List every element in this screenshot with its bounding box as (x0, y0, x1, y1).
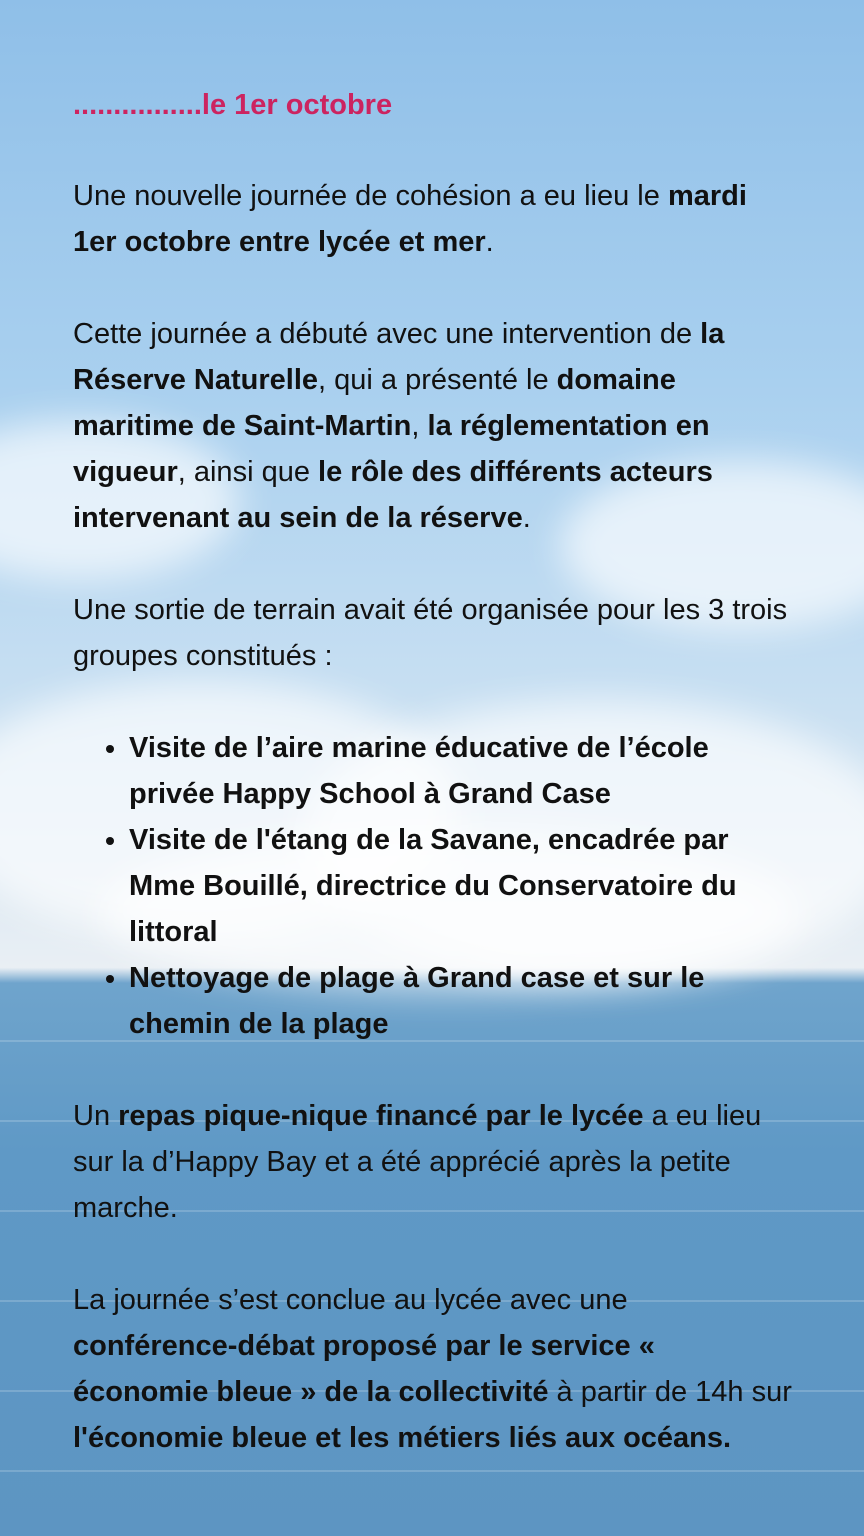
list-item: • Visite de l’aire marine éducative de l’école privée Happy School à Grand Case (129, 725, 793, 817)
paragraph-repas (73, 1093, 793, 1231)
text: . (485, 226, 494, 258)
bold-text: la Réserve Naturelle (73, 318, 725, 396)
text: , ainsi que (177, 456, 319, 488)
bold-text: repas pique-nique financé par le lycée (118, 1100, 644, 1132)
bold-text: mardi 1er octobre entre lycée et mer (73, 180, 747, 258)
list-item: • Nettoyage de plage à Grand case et sur le chemin de la plage (129, 955, 793, 1047)
text: Cette journée a débuté avec une intervention de (73, 318, 701, 350)
text: . (522, 502, 531, 534)
text: Un (73, 1100, 119, 1132)
paragraph-reserve (73, 311, 793, 541)
bold-text: conférence-débat proposé par le service « économie bleue » de la collectivité (73, 1330, 655, 1408)
activities-list (73, 725, 793, 1047)
text: , qui a présenté le (318, 364, 557, 396)
text: La journée s’est conclue au lycée avec une (73, 1284, 628, 1316)
bold-text: domaine maritime de Saint-Martin (73, 364, 676, 442)
article-heading: ................le 1er octobre (73, 89, 393, 121)
text: à partir de 14h sur (548, 1376, 792, 1408)
text: a eu lieu sur la d’Happy Bay et a été apprécié après la petite marche. (73, 1100, 762, 1224)
bold-text: l'économie bleue et les métiers liés aux océans. (73, 1422, 732, 1454)
paragraph-sortie: Une sortie de terrain avait été organisée pour les 3 trois groupes constitués : (73, 594, 788, 672)
list-item: • Visite de l'étang de la Savane, encadrée par Mme Bouillé, directrice du Conservatoire du littoral (129, 817, 793, 955)
text: , (411, 410, 428, 442)
paragraph-conclusion (73, 1277, 793, 1461)
paragraph-intro (73, 173, 793, 265)
text: Une nouvelle journée de cohésion a eu lieu le (73, 180, 668, 212)
bold-text: le rôle des différents acteurs intervenant au sein de la réserve (73, 456, 713, 534)
article-content (73, 82, 793, 1507)
bold-text: la réglementation en vigueur (73, 410, 710, 488)
